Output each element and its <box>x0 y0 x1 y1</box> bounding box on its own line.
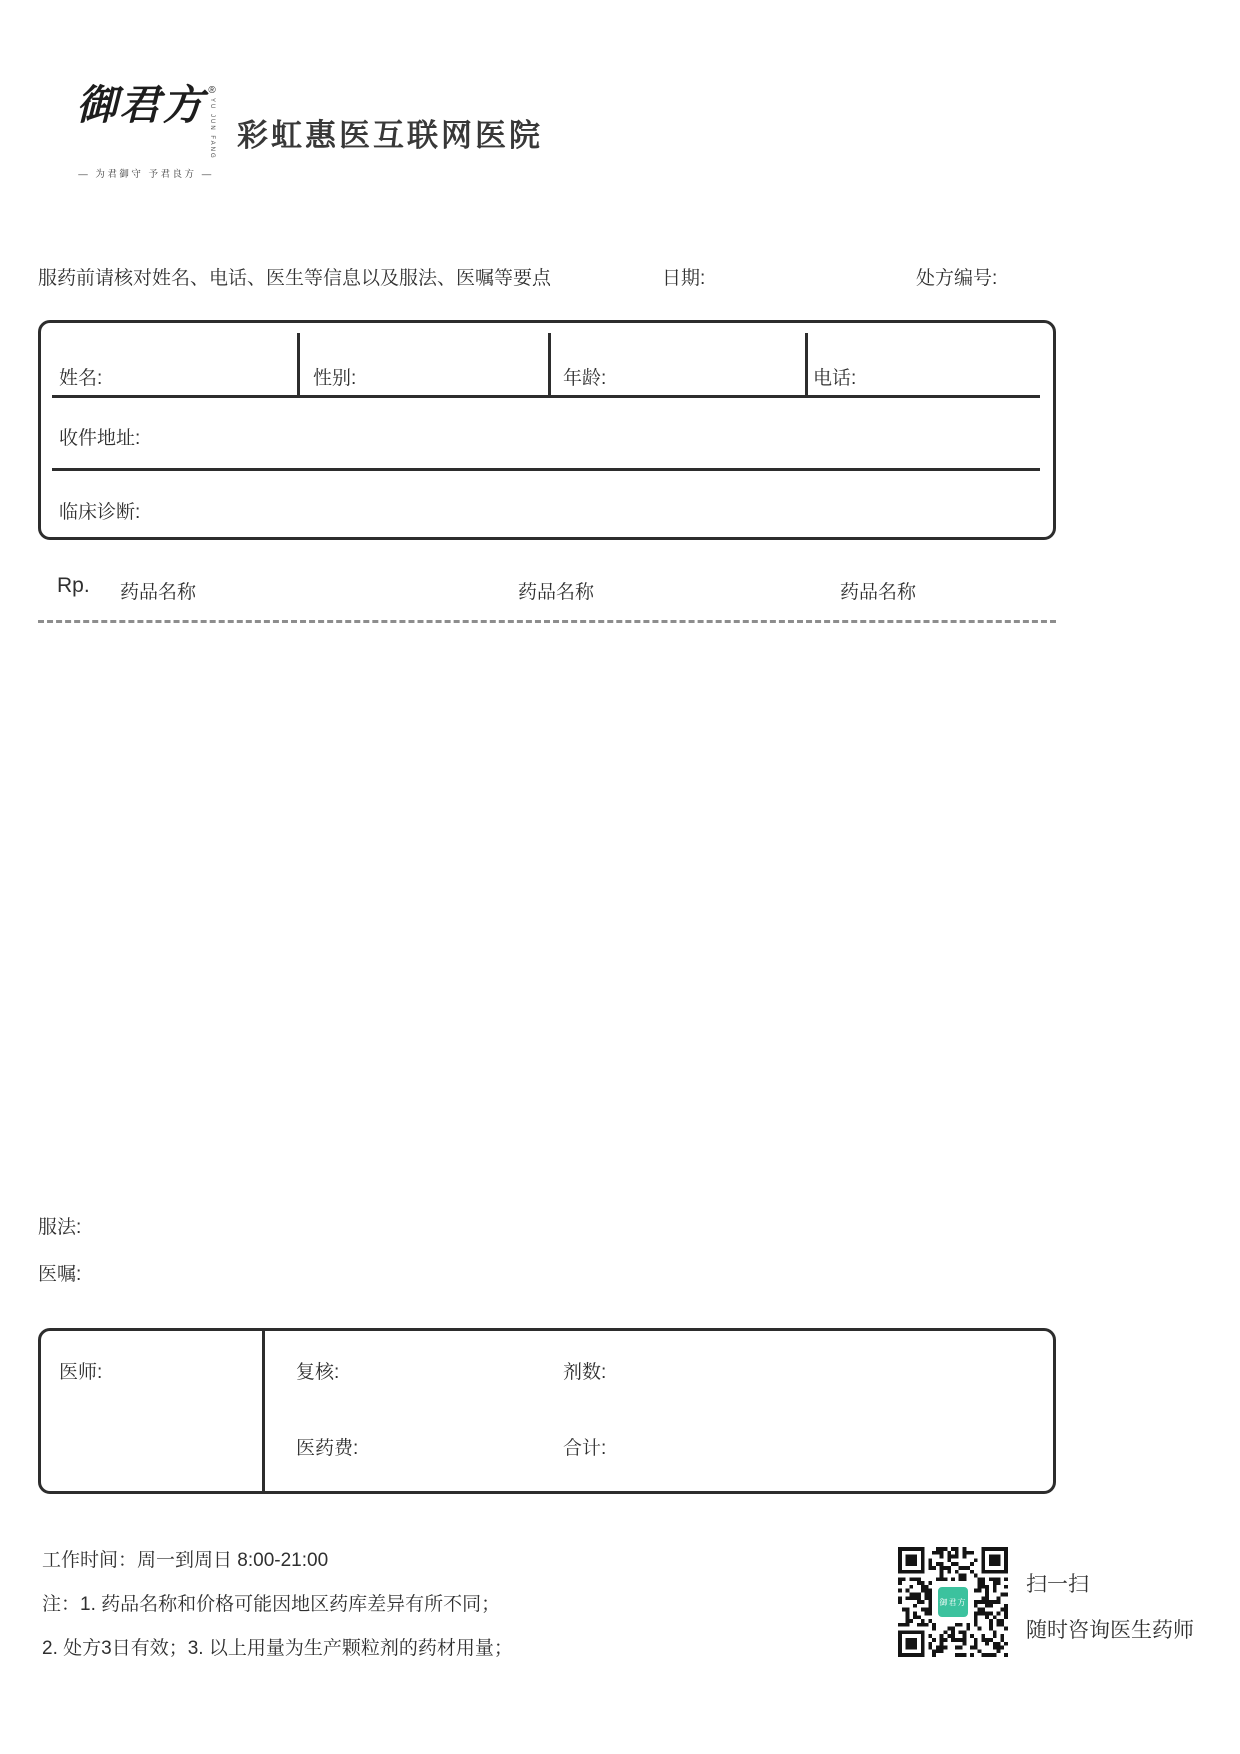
drug-name-column-header: 药品名称 <box>840 582 917 603</box>
wechat-qr-code <box>898 1547 1008 1657</box>
drug-name-column-header: 药品名称 <box>518 582 595 603</box>
doctor-advice-label: 医嘱: <box>38 1264 82 1285</box>
footer-note-line2: 2. 处方3日有效；3. 以上用量为生产颗粒剂的药材用量； <box>42 1638 513 1659</box>
medicine-fee-label: 医药费: <box>296 1438 359 1459</box>
working-hours: 工作时间：周一到周日 8:00-21:00 <box>42 1550 329 1571</box>
column-divider <box>805 333 808 395</box>
usage-method-label: 服法: <box>38 1217 82 1238</box>
total-label: 合计: <box>563 1438 607 1459</box>
patient-phone-label: 电话: <box>813 368 857 389</box>
scan-description-label: 随时咨询医生药师 <box>1026 1619 1194 1642</box>
logo-wordmark <box>54 81 238 160</box>
column-divider <box>297 333 300 395</box>
patient-info-box <box>38 320 1056 540</box>
reviewer-label: 复核: <box>296 1362 340 1383</box>
physician-label: 医师: <box>59 1362 103 1383</box>
clinical-diagnosis-label: 临床诊断: <box>59 502 141 523</box>
prescription-number-label: 处方编号: <box>916 268 998 289</box>
logo-side-marks <box>208 84 215 160</box>
qr-center-logo: 御君方 <box>936 1585 970 1619</box>
shipping-address-label: 收件地址: <box>59 428 141 449</box>
registered-trademark-icon: ® <box>208 85 216 96</box>
column-divider <box>262 1331 265 1491</box>
logo-tagline: — 为君御守 予君良方 — <box>78 168 214 180</box>
yujunfang-logo <box>54 81 238 180</box>
row-divider <box>52 395 1040 398</box>
logo-pinyin: YU JUN FANG <box>209 98 215 160</box>
patient-gender-label: 性别: <box>313 368 357 389</box>
prescription-separator-line <box>38 620 1056 623</box>
patient-age-label: 年龄: <box>563 368 607 389</box>
hospital-title: 彩虹惠医互联网医院 <box>237 118 543 153</box>
row-divider <box>52 468 1040 471</box>
scan-me-label: 扫一扫 <box>1026 1573 1089 1596</box>
logo-name: 御君方 <box>76 81 206 129</box>
column-divider <box>548 333 551 395</box>
patient-name-label: 姓名: <box>59 368 103 389</box>
date-field-label: 日期: <box>662 268 706 289</box>
footer-note-line1: 注：1. 药品名称和价格可能因地区药库差异有所不同； <box>42 1594 501 1615</box>
dose-count-label: 剂数: <box>563 1362 607 1383</box>
signature-fee-box <box>38 1328 1056 1494</box>
drug-name-column-header: 药品名称 <box>120 582 197 603</box>
rp-label: Rp. <box>57 574 90 597</box>
verification-notice: 服药前请核对姓名、电话、医生等信息以及服法、医嘱等要点 <box>38 268 552 289</box>
